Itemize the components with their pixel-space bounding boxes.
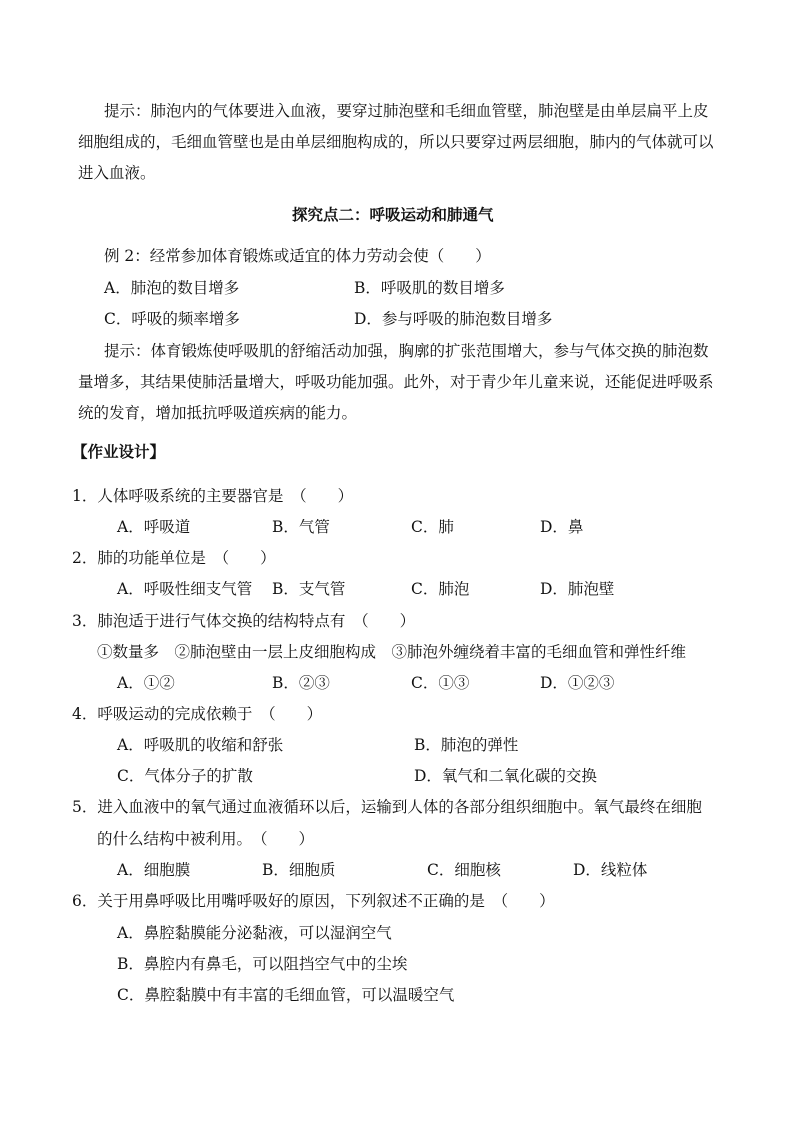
- q2-stem: 2．肺的功能单位是 （ ）: [72, 549, 276, 567]
- example2-option-a: A．肺泡的数目增多: [104, 279, 240, 297]
- q1-option-a: A．呼吸道: [117, 518, 191, 536]
- q3-items: ①数量多 ②肺泡壁由一层上皮细胞构成 ③肺泡外缠绕着丰富的毛细血管和弹性纤维: [97, 643, 687, 661]
- q1-option-d: D．鼻: [540, 518, 584, 536]
- q3-option-b: B．②③: [272, 674, 330, 692]
- q2-option-d: D．肺泡壁: [540, 580, 615, 598]
- q1-option-c: C．肺: [411, 518, 454, 536]
- section2-title: 探究点二：呼吸运动和肺通气: [292, 205, 494, 224]
- example2-option-c: C．呼吸的频率增多: [104, 310, 240, 328]
- q5-stem-line-2: 的什么结构中被利用。 （ ）: [97, 830, 315, 848]
- q3-option-c: C．①③: [411, 674, 470, 692]
- q4-option-a: A．呼吸肌的收缩和舒张: [117, 736, 284, 754]
- q5-option-c: C．细胞核: [427, 861, 501, 879]
- hint1-line-2: 细胞组成的，毛细血管壁也是由单层细胞构成的，所以只要穿过两层细胞，肺内的气体就可以: [78, 133, 714, 151]
- q2-option-a: A．呼吸性细支气管: [117, 580, 253, 598]
- q2-option-c: C．肺泡: [411, 580, 470, 598]
- q4-option-b: B．肺泡的弹性: [414, 736, 519, 754]
- q6-option-a: A．鼻腔黏膜能分泌黏液，可以湿润空气: [117, 924, 392, 942]
- hint1-line-3: 进入血液。: [78, 164, 156, 182]
- q4-stem: 4．呼吸运动的完成依赖于 （ ）: [72, 705, 323, 723]
- q6-stem: 6．关于用鼻呼吸比用嘴呼吸好的原因，下列叙述不正确的是 （ ）: [72, 892, 555, 910]
- q6-option-b: B．鼻腔内有鼻毛，可以阻挡空气中的尘埃: [117, 955, 408, 973]
- q3-stem: 3．肺泡适于进行气体交换的结构特点有 （ ）: [72, 612, 416, 630]
- q5-stem-line-1: 5．进入血液中的氧气通过血液循环以后，运输到人体的各部分组织细胞中。氧气最终在细胞: [72, 798, 702, 816]
- q3-option-a: A．①②: [117, 674, 175, 692]
- hint1-line-1: 提示：肺泡内的气体要进入血液，要穿过肺泡壁和毛细血管壁，肺泡壁是由单层扁平上皮: [104, 102, 709, 120]
- q5-option-a: A．细胞膜: [117, 861, 191, 879]
- example2-hint-line-1: 提示：体育锻炼使呼吸肌的舒缩活动加强，胸廓的扩张范围增大，参与气体交换的肺泡数: [104, 342, 709, 360]
- example2-option-d: D．参与呼吸的肺泡数目增多: [354, 310, 553, 328]
- example2-option-b: B．呼吸肌的数目增多: [354, 279, 505, 297]
- example2-question: 例 2：经常参加体育锻炼或适宜的体力劳动会使（ ）: [104, 247, 491, 265]
- q6-option-c: C．鼻腔黏膜中有丰富的毛细血管，可以温暖空气: [117, 986, 455, 1004]
- example2-hint-line-3: 统的发育，增加抵抗呼吸道疾病的能力。: [78, 404, 358, 422]
- q4-option-c: C．气体分子的扩散: [117, 767, 253, 785]
- q5-option-b: B．细胞质: [262, 861, 336, 879]
- q1-stem: 1．人体呼吸系统的主要器官是 （ ）: [72, 487, 354, 505]
- q5-option-d: D．线粒体: [573, 861, 648, 879]
- q3-option-d: D．①②③: [540, 674, 615, 692]
- q2-option-b: B．支气管: [272, 580, 346, 598]
- q1-option-b: B．气管: [272, 518, 330, 536]
- example2-hint-line-2: 量增多，其结果使肺活量增大，呼吸功能加强。此外，对于青少年儿童来说，还能促进呼吸系: [78, 373, 714, 391]
- homework-heading: 【作业设计】: [72, 442, 166, 461]
- q4-option-d: D．氧气和二氧化碳的交换: [414, 767, 597, 785]
